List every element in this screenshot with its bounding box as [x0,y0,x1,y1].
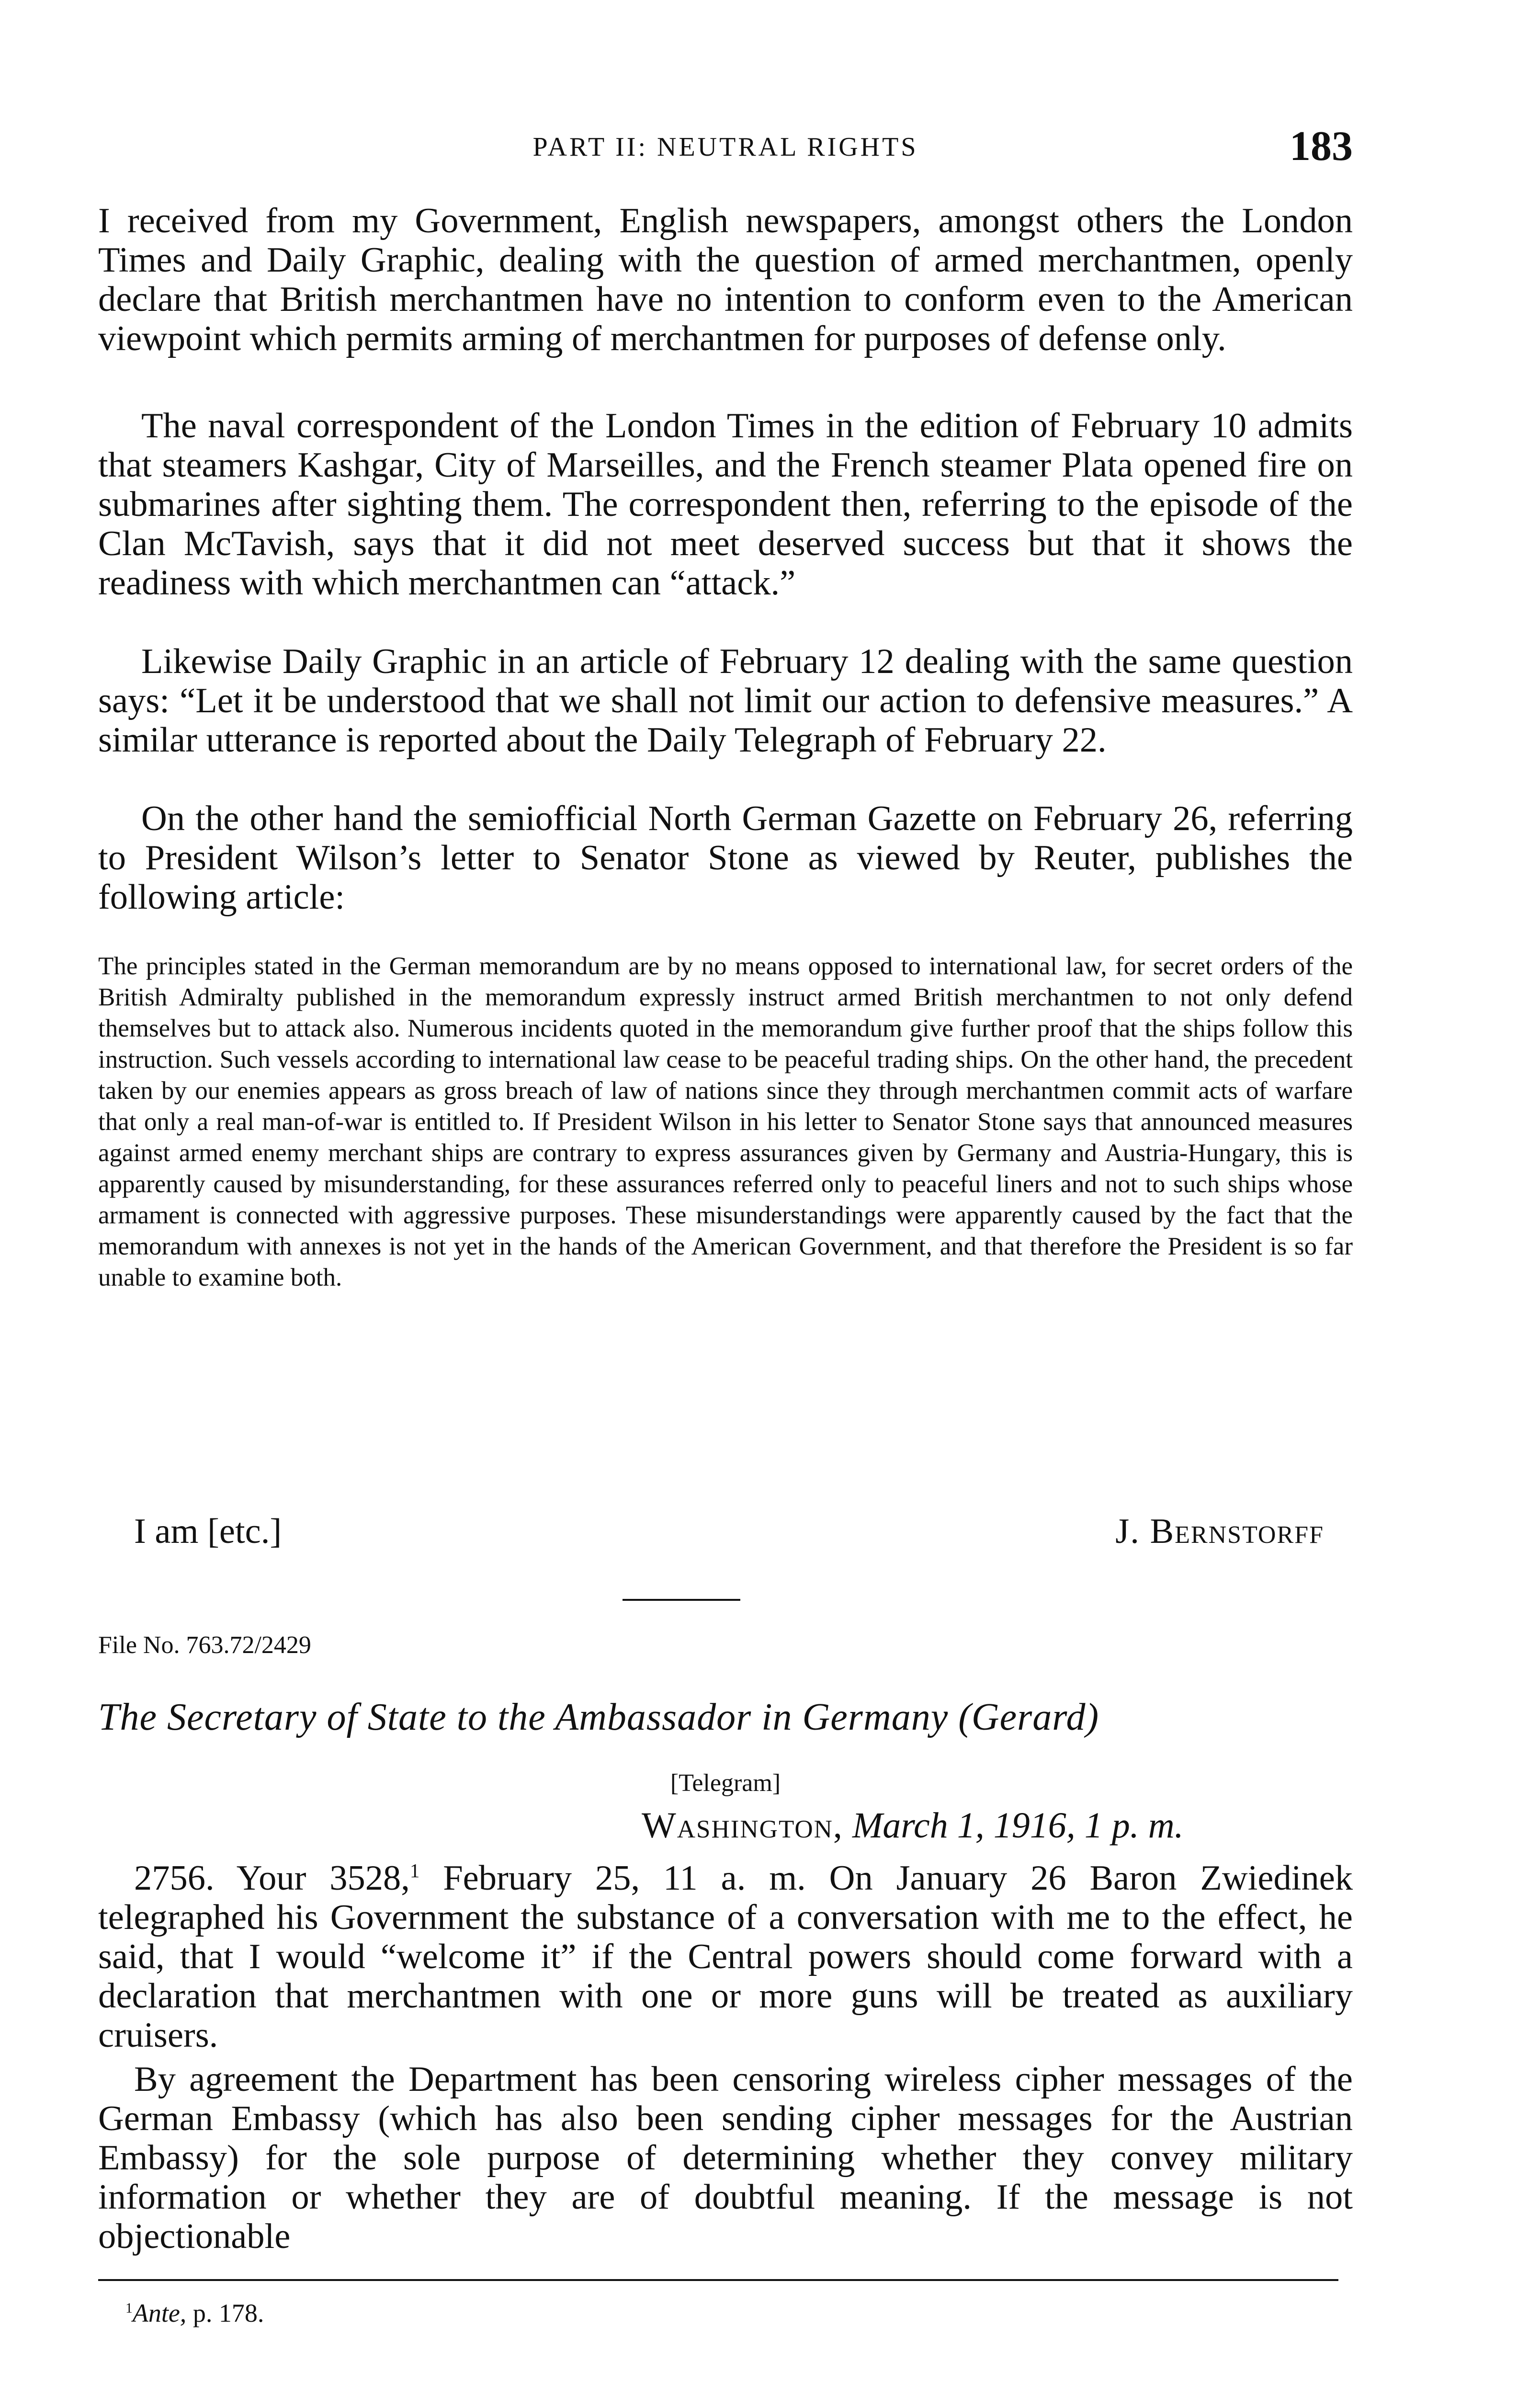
page-header [98,122,1353,175]
signature-row [98,1511,1353,1554]
dateline-date: March 1, 1916, 1 p. m. [852,1805,1184,1846]
quoted-article: The principles stated in the German memorandum are by no means opposed to international law, for secret orders of the British Admiralty published in the memorandum expressly instruct armed British merchantmen to not only defend themselves but to attack also. Numerous incidents quoted in the memorandum give further proof that the ships follow this instruction. Such vessels according to international law cease to be peaceful trading ships. On the other hand, the precedent taken by our enemies appears as gross breach of law of nations since they through merchantmen commit acts of warfare that only a real man-of-war is entitled to. If President Wilson in his letter to Senator Stone says that announced measures against armed enemy merchant ships are contrary to express assurances given by Germany and Austria-Hungary, this is apparently caused by misunderstanding, for these assurances referred only to peaceful liners and not to such ships whose armament is connected with aggressive purposes. These misunderstandings were apparently caused by the fact that the memorandum with annexes is not yet in the hands of the American Government, and that therefore the President is so far unable to examine both. [98,952,1353,1291]
footnote-divider [98,2279,1338,2281]
telegram-paragraph-1 [98,1859,1353,2055]
telegram-label: [Telegram] [670,1769,781,1797]
letter-paragraph-4: On the other hand the semiofficial North German Gazette on February 26, referring to President Wilson’s letter to Senator Stone as viewed by Reuter, publishes the following article: [98,799,1353,917]
document-title: The Secretary of State to the Ambassador in Germany (Gerard) [98,1696,1099,1738]
closing: I am [etc.] [134,1512,282,1551]
dateline-place: Washington, [642,1805,843,1846]
footnote [125,2298,264,2328]
footnote-ante: Ante, [132,2299,187,2327]
dateline [642,1805,1184,1847]
telegram-number: 2756. Your 3528, [134,1859,410,1898]
section-divider [623,1599,740,1601]
letter-paragraph-1: I received from my Government, English newspapers, amongst others the London Times and Daily Graphic, dealing with the question of armed merchantmen, openly declare that British merchantmen have no intention to conform even to the American viewpoint which permits arming of merchantmen for purposes of defense only. [98,201,1353,358]
telegram-paragraph-2: By agreement the Department has been censoring wireless cipher messages of the German Embassy (which has also been sending cipher messages for the Austrian Embassy) for the sole purpose of determining whether they convey military information or whether they are of doubtful meaning. If the message is not objectionable [98,2060,1353,2256]
signer-name: J. Bernstorff [1115,1512,1324,1551]
running-head: PART II: NEUTRAL RIGHTS [532,132,918,162]
letter-paragraph-2: The naval correspondent of the London Times in the edition of February 10 admits that steamers Kashgar, City of Marseilles, and the French steamer Plata opened fire on submarines after sighting them. The correspondent then, referring to the episode of the Clan McTavish, says that it did not meet deserved success but that it shows the readiness with which merchantmen can “attack.” [98,406,1353,603]
letter-paragraph-3: Likewise Daily Graphic in an article of February 12 dealing with the same question says: “Let it be understood that we shall not limit our action to defensive measures.” A similar utterance is reported about the Daily Telegraph of February 22. [98,642,1353,760]
file-number: File No. 763.72/2429 [98,1631,311,1659]
telegram-paragraph-1-text: February 25, 11 a. m. On January 26 Baron Zwiedinek telegraphed his Government the substance of a conversation with me to the effect, he said, that I would “welcome it” if the Central powers should come forward with a declaration that merchantmen with one or more guns will be treated as auxiliary cruisers. [98,1859,1353,2055]
footnote-marker: 1 [125,2301,133,2316]
footnote-page: p. 178. [186,2299,264,2327]
page-number: 183 [1290,123,1353,170]
footnote-reference: 1 [409,1859,420,1882]
